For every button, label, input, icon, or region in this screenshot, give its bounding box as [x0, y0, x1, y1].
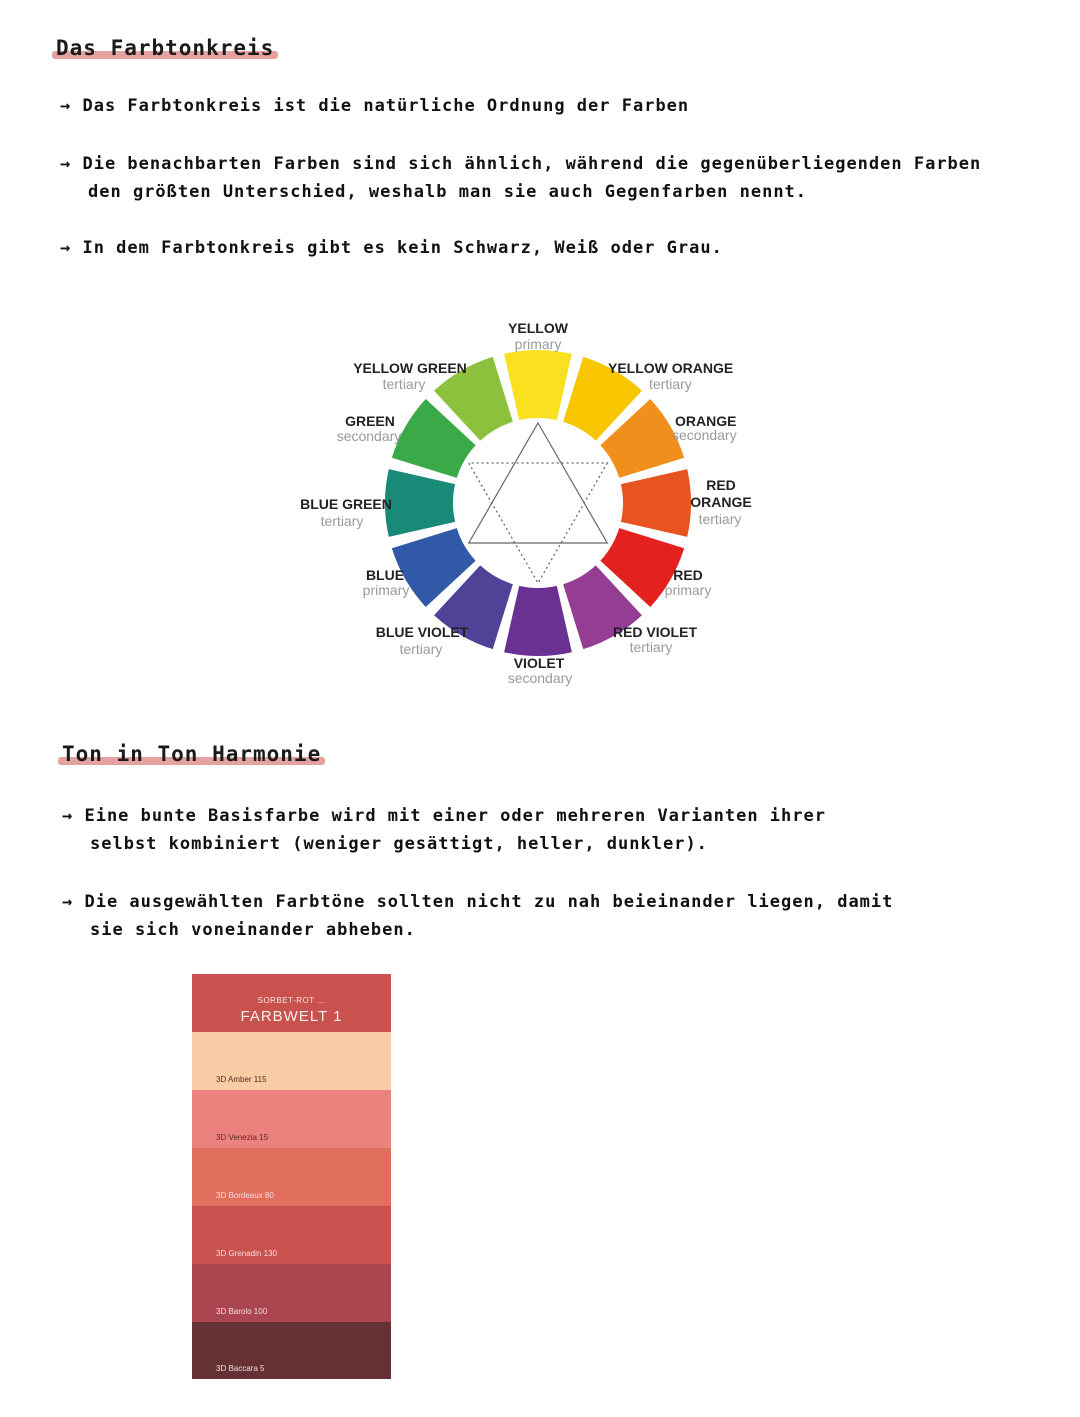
- label-yellow-orange: YELLOW ORANGE: [608, 360, 734, 376]
- palette-header: [192, 974, 391, 1032]
- swatch-label: 3D Baccara 5: [216, 1364, 265, 1373]
- section-heading-ton-in-ton: Ton in Ton Harmonie: [62, 742, 321, 766]
- label-yellow: YELLOW: [508, 320, 568, 336]
- label-blue-type: primary: [362, 582, 410, 598]
- color-palette: [192, 974, 391, 1379]
- label-blue-green: BLUE GREEN: [300, 496, 392, 512]
- label-red-violet-type: tertiary: [629, 639, 673, 655]
- swatch-barolo: [192, 1264, 391, 1322]
- swatch-label: 3D Grenadin 130: [216, 1249, 277, 1258]
- label-orange: ORANGE: [675, 413, 737, 429]
- label-red-violet: RED VIOLET: [612, 624, 698, 640]
- swatch-baccara: [192, 1322, 391, 1379]
- label-yellow-type: primary: [514, 336, 562, 352]
- label-yellow-green-type: tertiary: [382, 376, 426, 392]
- wheel-segment-blue-green: [385, 469, 455, 537]
- label-red-orange-type: tertiary: [698, 511, 742, 527]
- bullet-text: selbst kombiniert (weniger gesättigt, heller, dunkler).: [90, 834, 708, 854]
- bullet-text: → Die ausgewählten Farbtöne sollten nicht zu nah beieinander liegen, damit: [62, 892, 894, 912]
- bullet-text: den größten Unterschied, weshalb man sie auch Gegenfarben nennt.: [88, 182, 808, 202]
- label-red: RED: [673, 567, 703, 583]
- label-blue-violet-type: tertiary: [399, 641, 443, 657]
- swatch-label: 3D Bordeaux 80: [216, 1191, 274, 1200]
- palette-subtitle: SORBET-ROT ...: [257, 996, 326, 1005]
- swatch-label: 3D Amber 115: [216, 1075, 267, 1084]
- primary-triangle: [469, 423, 608, 543]
- swatch-venezia: [192, 1090, 391, 1148]
- bullet-text: → Eine bunte Basisfarbe wird mit einer oder mehreren Varianten ihrer: [62, 806, 826, 826]
- bullet-text: sie sich voneinander abheben.: [90, 920, 416, 940]
- wheel-segment-red-orange: [621, 469, 691, 537]
- label-red-orange-2: ORANGE: [690, 494, 752, 510]
- wheel-segment-violet: [504, 586, 572, 656]
- label-green: GREEN: [345, 413, 395, 429]
- label-blue: BLUE: [365, 567, 405, 583]
- bullet-text: → Die benachbarten Farben sind sich ähnlich, während die gegenüberliegenden Farben: [60, 154, 982, 174]
- label-green-type: secondary: [336, 428, 402, 444]
- label-violet: VIOLET: [513, 655, 565, 671]
- label-blue-green-type: tertiary: [320, 513, 364, 529]
- label-red-orange-1: RED: [706, 477, 736, 493]
- swatch-label: 3D Barolo 100: [216, 1307, 268, 1316]
- swatch-amber: [192, 1032, 391, 1090]
- palette-title: FARBWELT 1: [240, 1008, 343, 1025]
- wheel-segment-yellow: [504, 350, 572, 420]
- bullet-text: → Das Farbtonkreis ist die natürliche Ordnung der Farben: [60, 96, 690, 116]
- label-yellow-green: YELLOW GREEN: [353, 360, 467, 376]
- swatch-grenadin: [192, 1206, 391, 1264]
- color-wheel: [290, 310, 790, 700]
- wheel-segments: [382, 350, 691, 656]
- bullet-text: → In dem Farbtonkreis gibt es kein Schwarz, Weiß oder Grau.: [60, 238, 723, 258]
- swatch-bordeaux: [192, 1148, 391, 1206]
- label-violet-type: secondary: [507, 670, 573, 686]
- label-orange-type: secondary: [672, 427, 737, 443]
- swatch-label: 3D Venezia 15: [216, 1133, 269, 1142]
- wheel-triangles: [469, 423, 608, 583]
- label-yellow-orange-type: tertiary: [649, 376, 692, 392]
- label-blue-violet: BLUE VIOLET: [375, 624, 469, 640]
- section-heading-farbtonkreis: Das Farbtonkreis: [56, 36, 274, 60]
- label-red-type: primary: [664, 582, 712, 598]
- secondary-triangle: [469, 463, 608, 583]
